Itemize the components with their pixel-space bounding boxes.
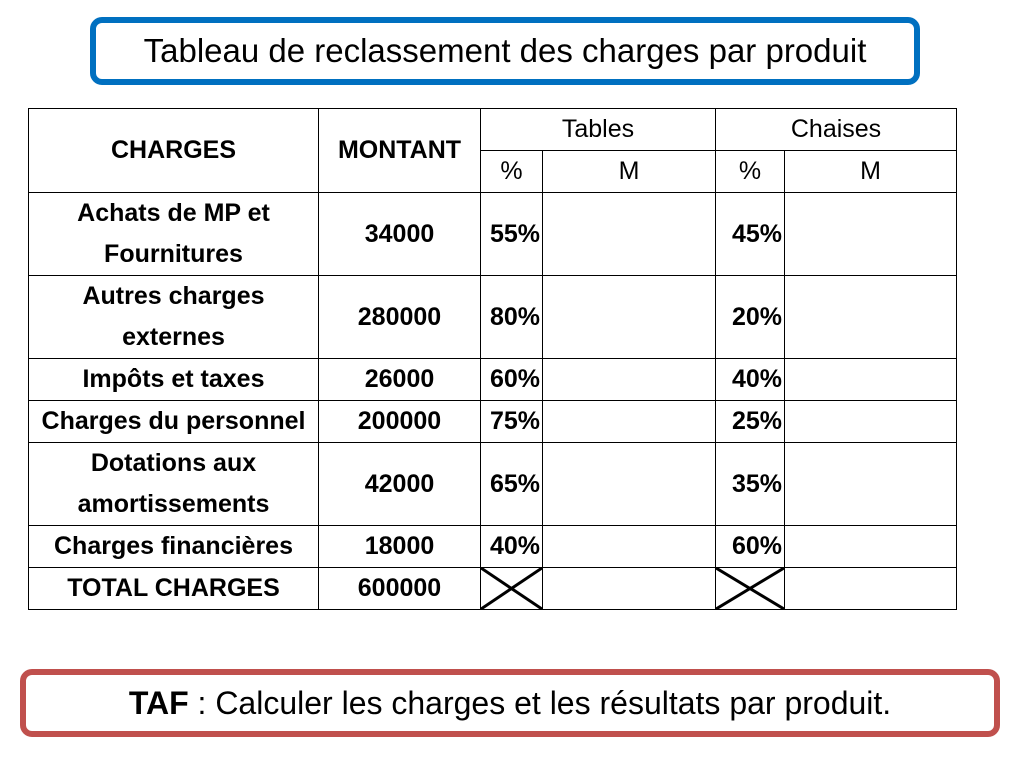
task-text: : Calculer les charges et les résultats par produit.	[188, 684, 892, 721]
row-montant: 34000	[319, 193, 481, 276]
row-label: Achats de MP et Fournitures	[29, 193, 319, 276]
cross-icon	[481, 568, 542, 609]
row-label: Dotations aux amortissements	[29, 443, 319, 526]
row-label: Autres charges externes	[29, 276, 319, 359]
row-label: Impôts et taxes	[29, 359, 319, 401]
tables-pct-crossed-cell	[481, 568, 543, 610]
row-chaises-m	[785, 526, 957, 568]
row-montant: 18000	[319, 526, 481, 568]
header-charges: CHARGES	[29, 109, 319, 193]
table-row	[29, 276, 957, 359]
row-tables-pct: 40%	[481, 526, 543, 568]
row-chaises-m	[785, 359, 957, 401]
row-chaises-m	[785, 193, 957, 276]
task-box	[20, 669, 1000, 737]
subheader-tables-pct: %	[481, 151, 543, 193]
row-tables-m	[543, 359, 716, 401]
subheader-tables-m: M	[543, 151, 716, 193]
total-montant: 600000	[319, 568, 481, 610]
table-row	[29, 526, 957, 568]
table-row	[29, 193, 957, 276]
subheader-chaises-m: M	[785, 151, 957, 193]
row-chaises-pct: 35%	[716, 443, 785, 526]
row-chaises-m	[785, 443, 957, 526]
total-row	[29, 568, 957, 610]
row-tables-m	[543, 193, 716, 276]
row-montant: 200000	[319, 401, 481, 443]
row-chaises-m	[785, 276, 957, 359]
row-tables-m	[543, 443, 716, 526]
charges-table	[28, 108, 957, 610]
row-tables-m	[543, 401, 716, 443]
row-label: Charges financières	[29, 526, 319, 568]
row-montant: 280000	[319, 276, 481, 359]
table-row	[29, 401, 957, 443]
row-chaises-pct: 45%	[716, 193, 785, 276]
row-tables-m	[543, 276, 716, 359]
total-tables-m	[543, 568, 716, 610]
total-label: TOTAL CHARGES	[29, 568, 319, 610]
header-chaises: Chaises	[716, 109, 957, 151]
row-montant: 42000	[319, 443, 481, 526]
subheader-chaises-pct: %	[716, 151, 785, 193]
row-chaises-m	[785, 401, 957, 443]
chaises-pct-crossed-cell	[716, 568, 785, 610]
task-prefix: TAF	[128, 684, 189, 721]
row-tables-m	[543, 526, 716, 568]
row-chaises-pct: 60%	[716, 526, 785, 568]
row-tables-pct: 80%	[481, 276, 543, 359]
row-montant: 26000	[319, 359, 481, 401]
row-tables-pct: 65%	[481, 443, 543, 526]
header-montant: MONTANT	[319, 109, 481, 193]
row-chaises-pct: 25%	[716, 401, 785, 443]
row-tables-pct: 55%	[481, 193, 543, 276]
row-tables-pct: 75%	[481, 401, 543, 443]
header-tables: Tables	[481, 109, 716, 151]
row-tables-pct: 60%	[481, 359, 543, 401]
page-title: Tableau de reclassement des charges par produit	[143, 32, 867, 69]
row-chaises-pct: 20%	[716, 276, 785, 359]
header-row	[29, 109, 957, 151]
row-chaises-pct: 40%	[716, 359, 785, 401]
row-label: Charges du personnel	[29, 401, 319, 443]
cross-icon	[716, 568, 784, 609]
table-row	[29, 443, 957, 526]
total-chaises-m	[785, 568, 957, 610]
table-row	[29, 359, 957, 401]
title-box	[90, 17, 920, 85]
